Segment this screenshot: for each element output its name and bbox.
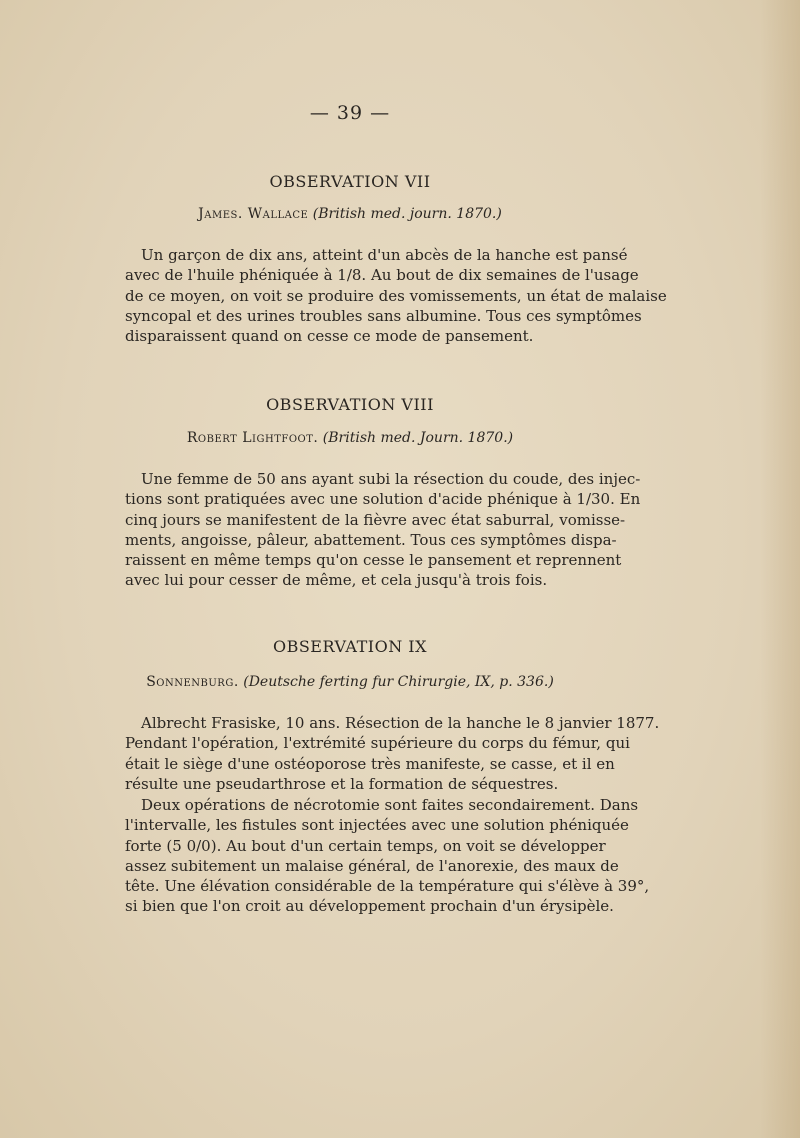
page-edge-shadow <box>760 0 800 1138</box>
text-line: Deux opérations de nécrotomie sont faites secondairement. Dans <box>141 796 639 814</box>
text-line: Albrecht Frasiske, 10 ans. Résection de la hanche le 8 janvier 1877. <box>141 714 660 732</box>
text-line: disparaissent quand on cesse ce mode de pansement. <box>125 327 534 346</box>
observation-author: Sonnenburg. <box>146 674 239 690</box>
text-line: syncopal et des urines troubles sans albumine. Tous ces symptômes <box>125 306 642 325</box>
text-line: tête. Une élévation considérable de la température qui s'élève à 39°, <box>125 877 650 896</box>
observation-paragraph <box>125 245 667 346</box>
observation-paragraph <box>125 795 650 917</box>
observation-title: OBSERVATION VIII <box>266 395 434 414</box>
observation-reference: (Deutsche ferting fur Chirurgie, IX, p. 336.) <box>243 674 554 690</box>
observation-author: Robert Lightfoot. <box>186 430 319 446</box>
text-line: cinq jours se manifestent de la fièvre avec état saburral, vomisse- <box>125 510 626 529</box>
observation-title: OBSERVATION IX <box>272 637 428 656</box>
observation-reference: (British med. journ. 1870.) <box>312 206 502 222</box>
page-number: — 39 — <box>309 102 391 124</box>
observation-title: OBSERVATION VII <box>269 172 431 191</box>
text-line: tions sont pratiquées avec une solution d'acide phénique à 1/30. En <box>125 490 641 509</box>
text-line: de ce moyen, on voit se produire des vomissements, un état de malaise <box>125 286 667 305</box>
text-line: était le siège d'une ostéoporose très manifeste, se casse, et il en <box>125 754 615 773</box>
observation-source-line <box>0 674 700 690</box>
text-line: résulte une pseudarthrose et la formation de séquestres. <box>125 774 559 793</box>
text-line: avec de l'huile phéniquée à 1/8. Au bout de dix semaines de l'usage <box>125 266 639 285</box>
text-line: Pendant l'opération, l'extrémité supérieure du corps du fémur, qui <box>125 734 630 753</box>
text-line: Un garçon de dix ans, atteint d'un abcès de la hanche est pansé <box>141 246 628 264</box>
text-line: assez subitement un malaise général, de l'anorexie, des maux de <box>125 856 619 875</box>
observation-source-line <box>0 430 700 446</box>
text-line: l'intervalle, les fistules sont injectées avec une solution phéniquée <box>125 816 629 835</box>
text-line: avec lui pour cesser de même, et cela jusqu'à trois fois. <box>125 571 548 590</box>
observation-paragraph <box>125 713 660 794</box>
observation-author: James. Wallace <box>198 206 309 222</box>
observation-reference: (British med. Journ. 1870.) <box>322 430 514 446</box>
text-line: Une femme de 50 ans ayant subi la résection du coude, des injec- <box>141 470 641 488</box>
text-line: forte (5 0/0). Au bout d'un certain temps, on voit se développer <box>125 836 606 855</box>
observation-paragraph <box>125 469 641 591</box>
text-line: raissent en même temps qu'on cesse le pansement et reprennent <box>125 551 622 570</box>
text-line: si bien que l'on croit au développement prochain d'un érysipèle. <box>125 897 614 916</box>
observation-source-line <box>0 206 700 222</box>
text-line: ments, angoisse, pâleur, abattement. Tous ces symptômes dispa- <box>125 530 617 549</box>
